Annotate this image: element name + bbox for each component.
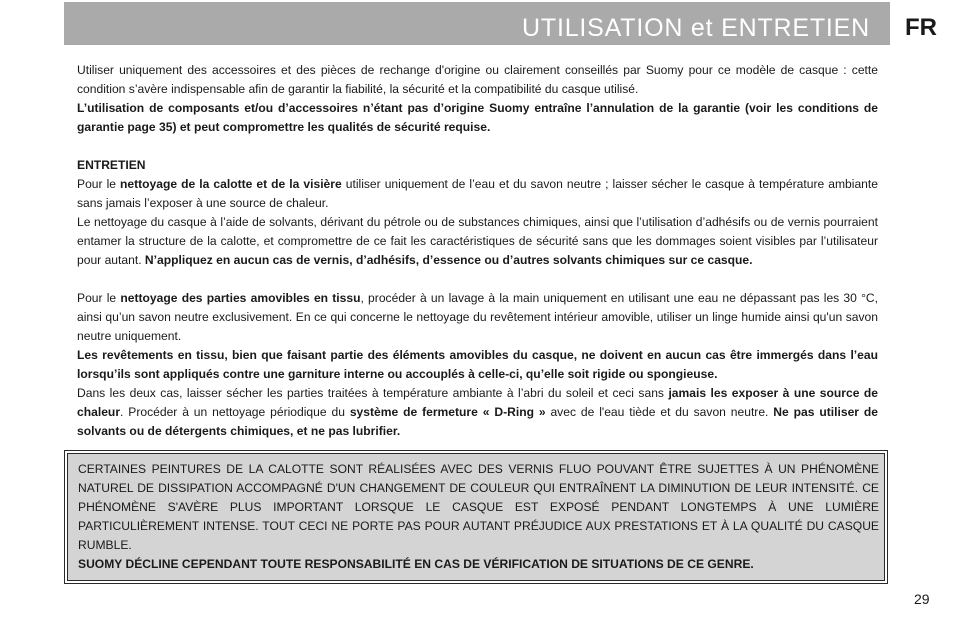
intro-text: Utiliser uniquement des accessoires et des pièces de rechange d'origine ou clairement conseillés par Suomy pour ce modèle de casque : cette condition s’avère indispensable afin de garantir la fiabilité, la sécurité et la compatibilité du casque utilisé. [77,63,878,96]
notice-paragraph [78,460,879,555]
solvents-text: Le nettoyage du casque à l’aide de solvants, dérivant du pétrole ou de substances chimiques, ainsi que l’utilisation d’adhésifs ou de vernis pourraient entamer la structure de la calotte, et compromettre de ce fait les caractéristiques de sécurité sans que les dommages soient visibles par l’utilisateur pour autant. [77,215,878,267]
solvents-paragraph [77,213,878,270]
section-header-bar [64,2,890,45]
shell-cleaning-intro: Pour le [77,177,120,191]
periodic-cleaning-text: . Procéder à un nettoyage périodique du [120,405,350,419]
solvents-warning: N’appliquez en aucun cas de vernis, d’adhésifs, d’essence ou d’autres solvants chimiques sur ce casque. [144,253,753,267]
d-ring-text: avec de l'eau tiède et du savon neutre. [545,405,774,419]
spacer [77,137,878,156]
page-number: 29 [914,591,930,607]
notice-content [78,460,879,574]
disclaimer-paragraph [78,555,879,574]
drying-paragraph [77,384,878,441]
drying-text: Dans les deux cas, laisser sécher les parties traitées à température ambiante à l’abri du soleil et ceci sans [77,386,669,400]
shell-cleaning-text: utiliser uniquement de l’eau et du savon neutre ; laisser sécher le casque à température ambiante sans jamais l’exposer à une source de chaleur. [77,177,878,210]
notice-text: CERTAINES PEINTURES DE LA CALOTTE SONT RÉALISÉES AVEC DES VERNIS FLUO POUVANT ÊTRE SUJETTES À UN PHÉNOMÈNE NATUREL DE DISSIPATION ACCOMPAGNÉ D'UN CHANGEMENT DE COULEUR QUI ENTRAÎNENT LA DIMINUTION DE LEUR INTENSITÉ. CE PHÉNOMÈNE S'AVÈRE PLUS IMPORTANT LORSQUE LE CASQUE EST EXPOSÉ PENDANT LONGTEMPS À UNE LUMIÈRE PARTICULIÈREMENT INTENSE. TOUT CECI NE PORTE PAS POUR AUTANT PRÉJUDICE AUX PRESTATIONS ET À LA QUALITÉ DU CASQUE RUMBLE. [78,462,879,552]
immersion-warning: Les revêtements en tissu, bien que faisant partie des éléments amovibles du casque, ne doivent en aucun cas être immergés dans l’eau lorsqu’ils sont appliqués contre une garniture interne ou accouplés à celle-ci, qu’elle soit rigide ou spongieuse. [77,348,878,381]
lubricant-warning: Ne pas utiliser de solvants ou de détergents chimiques, et ne pas lubrifier. [77,405,878,438]
liability-disclaimer: SUOMY DÉCLINE CEPENDANT TOUTE RESPONSABILITÉ EN CAS DE VÉRIFICATION DE SITUATIONS DE CE GENRE. [78,557,754,571]
intro-paragraph [77,61,878,99]
d-ring-emphasis: système de fermeture « D-Ring » [349,405,546,419]
maintenance-heading-paragraph [77,156,878,175]
fabric-cleaning-emphasis: nettoyage des parties amovibles en tissu [120,291,361,305]
language-code: FR [905,14,937,41]
fabric-cleaning-text: , procéder à un lavage à la main uniquement en utilisant une eau ne dépassant pas les 30 °C, ainsi qu’un savon neutre exclusivement. En ce qui concerne le nettoyage du revêtement intérieur amovible, utiliser un linge humide ainsi qu'un savon neutre uniquement. [77,291,878,343]
spacer [77,270,878,289]
shell-cleaning-paragraph [77,175,878,213]
section-title: UTILISATION et ENTRETIEN [522,14,870,42]
warranty-paragraph [77,99,878,137]
immersion-paragraph [77,346,878,384]
maintenance-heading: ENTRETIEN [77,158,146,172]
fabric-cleaning-paragraph [77,289,878,346]
fluo-paint-notice-box [64,450,888,584]
main-content [77,61,878,441]
warranty-warning: L’utilisation de composants et/ou d’accessoires n’étant pas d’origine Suomy entraîne l’annulation de la garantie (voir les conditions de garantie page 35) et peut compromettre les qualités de sécurité requise. [77,101,878,134]
shell-cleaning-emphasis: nettoyage de la calotte et de la visière [120,177,342,191]
fabric-cleaning-intro: Pour le [77,291,121,305]
heat-warning: jamais les exposer à une source de chaleur [77,386,878,419]
